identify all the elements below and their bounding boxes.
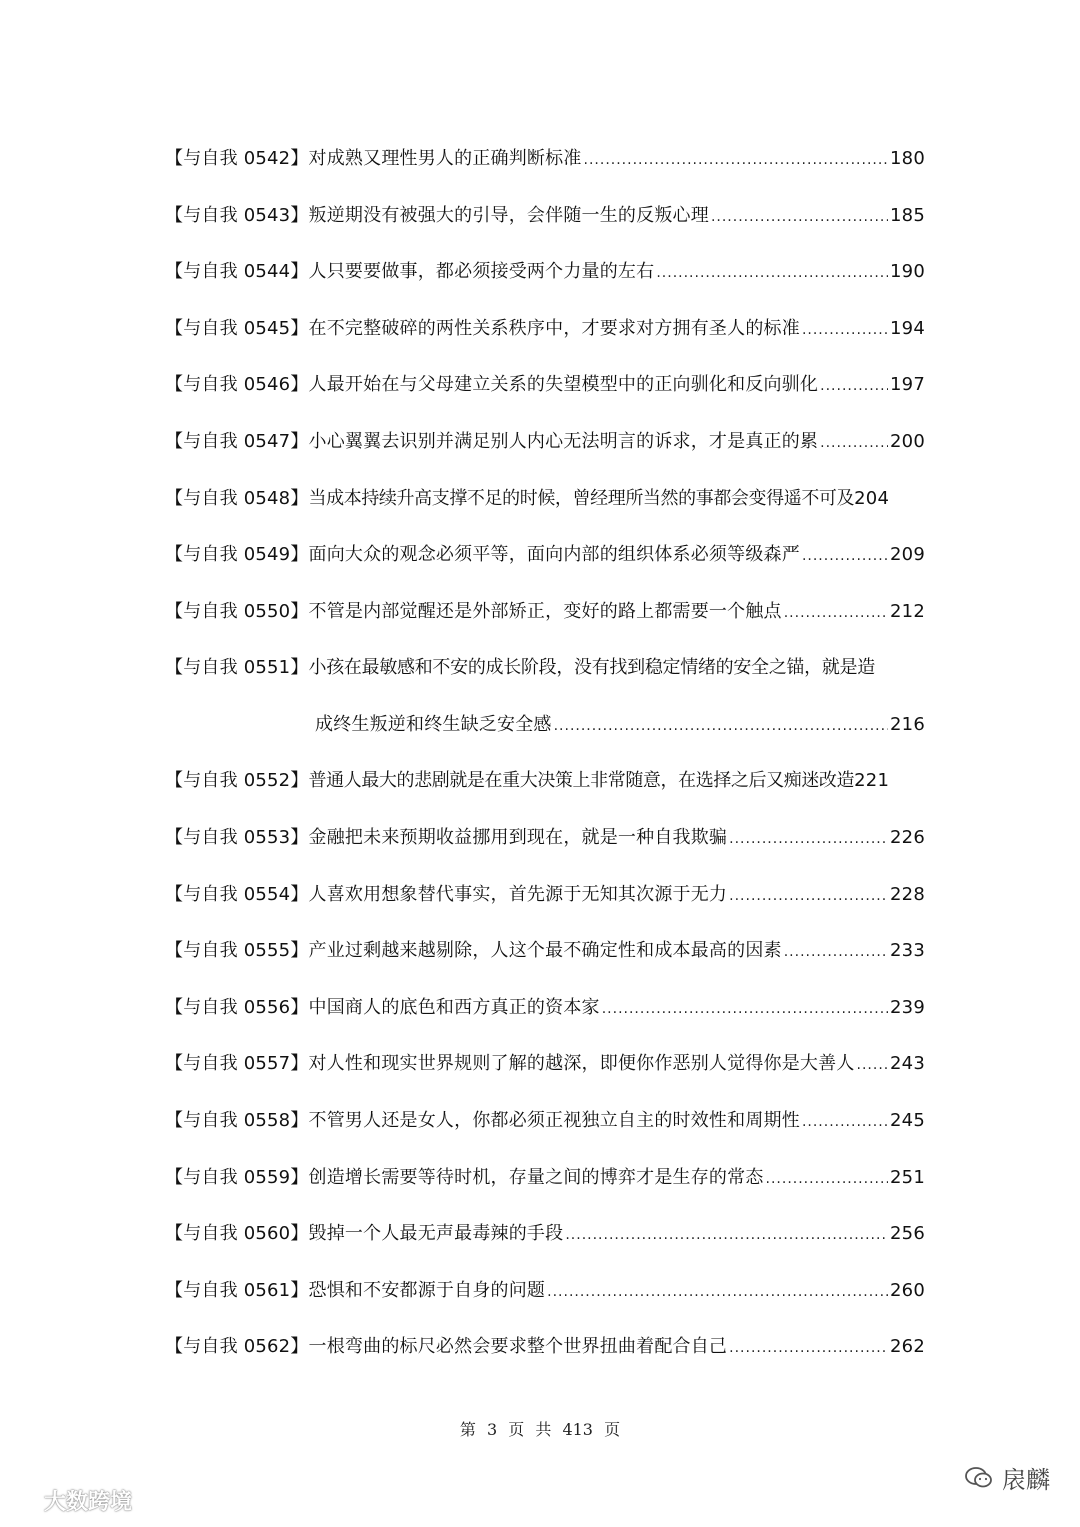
toc-entry-title: 一根弯曲的标尺必然会要求整个世界扭曲着配合自己 [308, 1336, 728, 1358]
table-of-contents [165, 137, 925, 1382]
toc-entry-title: 小孩在最敏感和不安的成长阶段，没有找到稳定情绪的安全之锚，就是造 [308, 657, 875, 679]
toc-leader-dots [766, 1157, 889, 1201]
toc-entry-page: 239 [890, 996, 925, 1018]
toc-entry[interactable] [165, 194, 925, 251]
toc-leader-dots [565, 1213, 888, 1257]
toc-entry-title: 在不完整破碎的两性关系秩序中，才要求对方拥有圣人的标准 [308, 317, 800, 339]
toc-entry[interactable] [165, 759, 925, 816]
toc-entry-page: 209 [890, 544, 925, 566]
toc-entry-title: 普通人最大的悲剧就是在重大决策上非常随意，在选择之后又痴迷改造 [308, 770, 855, 792]
toc-entry-code: 【与自我 0562】 [165, 1336, 309, 1358]
toc-entry-page: 185 [890, 204, 925, 226]
toc-entry[interactable] [165, 1156, 925, 1213]
toc-entry[interactable] [165, 986, 925, 1043]
toc-entry-title: 金融把未来预期收益挪用到现在，就是一种自我欺骗 [308, 826, 728, 848]
toc-entry[interactable] [165, 420, 925, 477]
toc-entry-code: 【与自我 0547】 [165, 430, 309, 452]
toc-leader-dots [820, 364, 888, 408]
toc-entry-code: 【与自我 0554】 [165, 883, 309, 905]
toc-entry[interactable] [165, 137, 925, 194]
toc-entry-code: 【与自我 0542】 [165, 148, 309, 169]
toc-leader-dots [784, 930, 888, 974]
wechat-bubble-icon [964, 1465, 994, 1491]
toc-entry-title: 人喜欢用想象替代事实，首先源于无知其次源于无力 [308, 883, 728, 905]
toc-entry[interactable] [165, 533, 925, 590]
toc-entry-code: 【与自我 0560】 [165, 1223, 309, 1245]
toc-leader-dots [802, 308, 888, 352]
toc-entry-title: 不管是内部觉醒还是外部矫正，变好的路上都需要一个触点 [308, 600, 782, 622]
toc-entry-page: 228 [890, 883, 925, 905]
toc-entry-title: 人只要要做事，都必须接受两个力量的左右 [308, 261, 655, 283]
toc-entry[interactable] [165, 1325, 925, 1382]
toc-entry-code: 【与自我 0551】 [165, 657, 309, 679]
toc-entry-code: 【与自我 0557】 [165, 1053, 309, 1075]
toc-entry-code: 【与自我 0543】 [165, 204, 309, 226]
toc-entry-title: 人最开始在与父母建立关系的失望模型中的正向驯化和反向驯化 [308, 374, 819, 396]
toc-entry-code: 【与自我 0561】 [165, 1279, 309, 1301]
toc-entry-title: 当成本持续升高支撑不足的时候，曾经理所当然的事都会变得遥不可及 [308, 487, 855, 509]
toc-entry[interactable] [165, 873, 925, 930]
toc-leader-dots [802, 1100, 888, 1144]
toc-entry-page: 216 [890, 713, 925, 735]
toc-entry[interactable] [165, 1212, 925, 1269]
toc-entry-code: 【与自我 0556】 [165, 996, 309, 1018]
toc-leader-dots [554, 704, 888, 748]
toc-entry[interactable] [165, 1269, 925, 1326]
toc-entry-code: 【与自我 0548】 [165, 487, 309, 509]
toc-entry-title: 毁掉一个人最无声最毒辣的手段 [308, 1223, 564, 1245]
toc-leader-dots [729, 1326, 888, 1370]
toc-entry-code: 【与自我 0545】 [165, 317, 309, 339]
toc-entry-code: 【与自我 0559】 [165, 1166, 309, 1188]
toc-entry-title: 对成熟又理性男人的正确判断标准 [308, 148, 582, 169]
toc-leader-dots [729, 817, 888, 861]
toc-leader-dots [729, 874, 888, 918]
toc-entry[interactable] [165, 1099, 925, 1156]
toc-entry-title: 产业过剩越来越剔除，人这个最不确定性和成本最高的因素 [308, 940, 782, 962]
toc-entry-code: 【与自我 0553】 [165, 826, 309, 848]
toc-entry-page: 262 [890, 1336, 925, 1358]
toc-leader-dots [802, 534, 888, 578]
toc-entry-page: 197 [890, 374, 925, 396]
toc-leader-dots [547, 1270, 888, 1314]
toc-entry-code: 【与自我 0549】 [165, 544, 309, 566]
toc-entry-page: 226 [890, 826, 925, 848]
toc-entry-title: 小心翼翼去识别并满足别人内心无法明言的诉求，才是真正的累 [308, 430, 819, 452]
toc-leader-dots [602, 987, 888, 1031]
toc-entry-title: 恐惧和不安都源于自身的问题 [308, 1279, 546, 1301]
toc-leader-dots [584, 138, 889, 182]
watermark-left [6, 1485, 132, 1516]
toc-entry-title: 面向大众的观念必须平等，面向内部的组织体系必须等级森严 [308, 544, 800, 566]
toc-leader-dots [857, 1043, 889, 1087]
toc-entry-page: 233 [890, 940, 925, 962]
toc-entry-page: 221 [854, 770, 890, 792]
toc-entry-page: 204 [854, 487, 890, 509]
toc-entry-code: 【与自我 0558】 [165, 1109, 309, 1131]
toc-entry-page: 251 [890, 1166, 925, 1188]
toc-leader-dots [820, 421, 888, 465]
toc-entry-code: 【与自我 0552】 [165, 770, 309, 792]
logo-icon [6, 1491, 36, 1511]
toc-entry-title: 对人性和现实世界规则了解的越深，即便你作恶别人觉得你是大善人 [308, 1053, 855, 1075]
toc-entry-code: 【与自我 0546】 [165, 374, 309, 396]
toc-entry-title-continued: 成终生叛逆和终生缺乏安全感 [315, 713, 552, 735]
toc-entry-page: 245 [890, 1109, 925, 1131]
toc-entry-page: 212 [890, 600, 925, 622]
toc-entry-code: 【与自我 0544】 [165, 261, 309, 283]
toc-entry[interactable] [165, 363, 925, 420]
toc-leader-dots [784, 591, 888, 635]
toc-entry[interactable] [165, 307, 925, 364]
toc-entry-title: 叛逆期没有被强大的引导，会伴随一生的反叛心理 [308, 204, 709, 226]
toc-entry[interactable] [165, 1042, 925, 1099]
toc-entry[interactable] [165, 477, 925, 534]
toc-leader-dots [711, 195, 888, 239]
toc-entry-page: 260 [890, 1279, 925, 1301]
watermark-right [964, 1460, 1050, 1495]
toc-entry-page: 243 [890, 1053, 925, 1075]
toc-entry-title: 不管男人还是女人，你都必须正视独立自主的时效性和周期性 [308, 1109, 800, 1131]
toc-entry-page: 194 [890, 317, 925, 339]
toc-leader-dots [656, 251, 888, 295]
toc-entry-code: 【与自我 0550】 [165, 600, 309, 622]
toc-entry-title: 中国商人的底色和西方真正的资本家 [308, 996, 600, 1018]
watermark-left-text: 大数跨境 [44, 1490, 133, 1515]
toc-entry[interactable] [165, 929, 925, 986]
watermark-right-text: 扆麟 [1002, 1466, 1050, 1494]
toc-entry[interactable] [165, 590, 925, 647]
toc-entry-page: 190 [890, 261, 925, 283]
toc-entry-code: 【与自我 0555】 [165, 940, 309, 962]
toc-entry-page: 200 [890, 430, 925, 452]
toc-entry-page: 256 [890, 1223, 925, 1245]
page-number-footer: 第 3 页 共 413 页 [459, 1420, 621, 1439]
toc-entry[interactable] [165, 816, 925, 873]
toc-entry[interactable] [165, 646, 925, 759]
toc-entry-page: 180 [890, 148, 925, 169]
toc-entry-title: 创造增长需要等待时机，存量之间的博弈才是生存的常态 [308, 1166, 764, 1188]
toc-entry[interactable] [165, 250, 925, 307]
